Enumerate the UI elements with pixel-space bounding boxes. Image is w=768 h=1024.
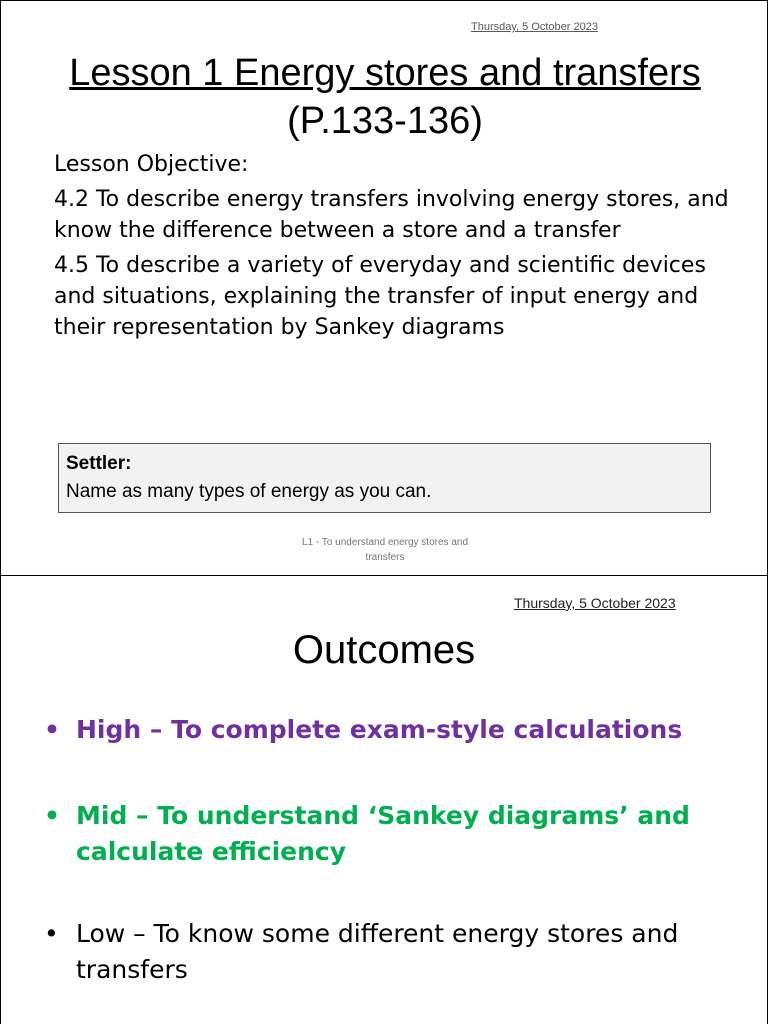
outcome-low-text: Low – To know some different energy stores and transfers <box>76 919 679 984</box>
footer-line-2: transfers <box>365 552 405 563</box>
lesson-title <box>1 49 768 145</box>
outcome-high <box>44 712 744 748</box>
slide2-date: Thursday, 5 October 2023 <box>514 595 676 611</box>
outcome-high-text: High – To complete exam-style calculations <box>76 715 683 744</box>
settler-box <box>58 443 711 513</box>
lesson-title-pages: (P.133-136) <box>287 100 483 142</box>
bullet-icon: • <box>44 919 59 948</box>
objective-4-2: 4.2 To describe energy transfers involving energy stores, and know the difference between a store and a transfer <box>54 187 729 243</box>
lesson-objectives <box>54 149 734 347</box>
objective-heading: Lesson Objective: <box>54 152 249 177</box>
outcome-mid <box>44 798 744 870</box>
outcome-mid-text: Mid – To understand ‘Sankey diagrams’ and calculate efficiency <box>76 801 690 866</box>
settler-label: Settler: <box>66 453 132 474</box>
bullet-icon: • <box>44 715 60 744</box>
outcome-low <box>44 916 744 988</box>
bullet-icon: • <box>44 801 60 830</box>
slide1-date: Thursday, 5 October 2023 <box>471 21 598 33</box>
outcomes-list <box>44 712 744 988</box>
settler-text: Name as many types of energy as you can. <box>66 481 432 502</box>
objective-4-5: 4.5 To describe a variety of everyday and scientific devices and situations, explaining the transfer of input energy and their representation by Sankey diagrams <box>54 253 706 340</box>
outcomes-title: Outcomes <box>292 628 476 672</box>
slide1-footer <box>1 535 768 565</box>
lesson-title-main: Lesson 1 Energy stores and transfers <box>69 52 701 94</box>
footer-line-1: L1 - To understand energy stores and <box>301 537 469 548</box>
